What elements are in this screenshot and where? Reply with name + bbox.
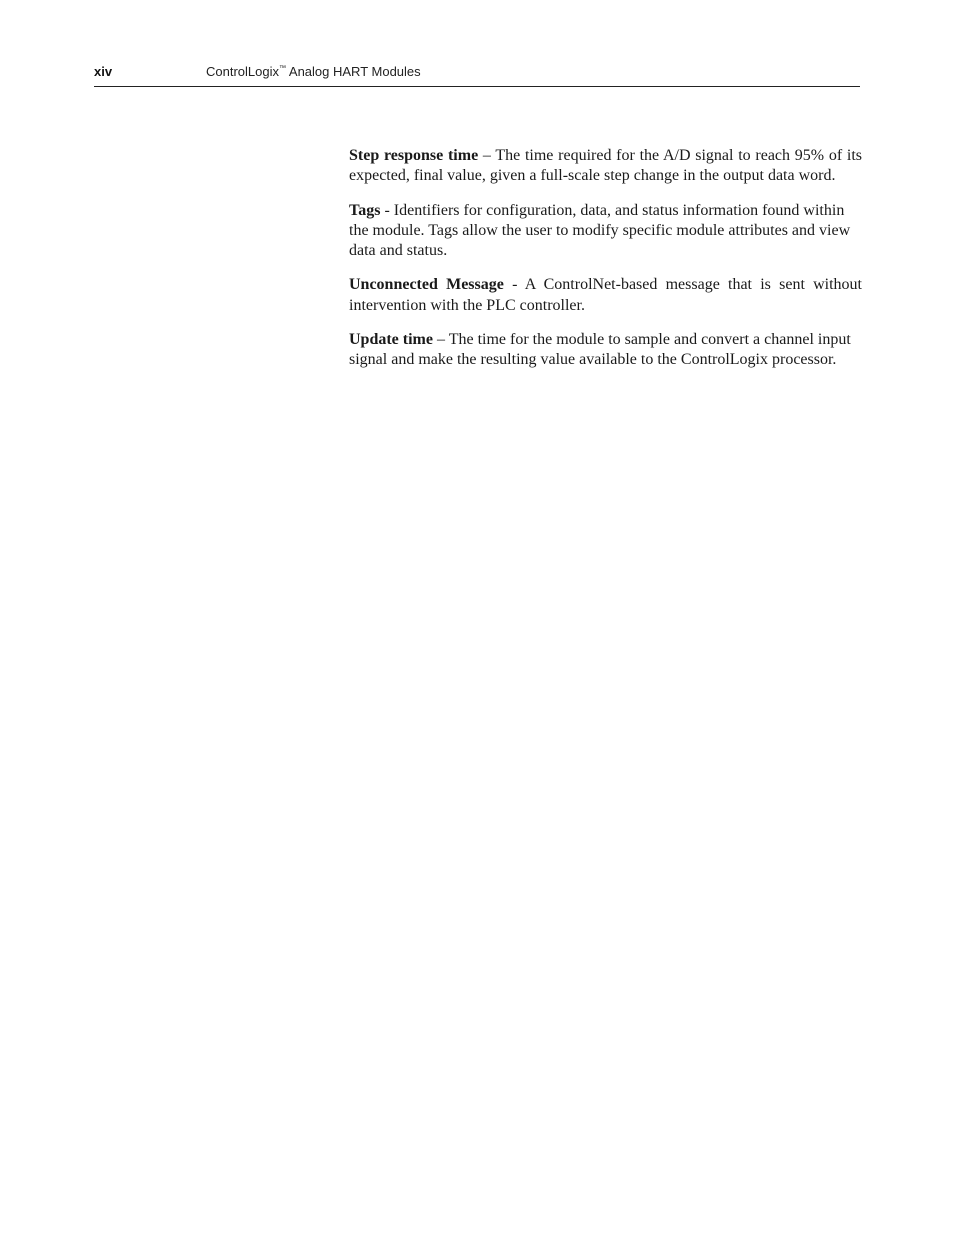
- glossary-definition: – The time for the module to sample and convert a channel input signal and make the resulting value available to the ControlLogix processor.: [349, 331, 851, 369]
- page-number: xiv: [94, 64, 113, 79]
- running-title-rest: Analog HART Modules: [286, 64, 421, 79]
- running-title-product: ControlLogix: [206, 64, 279, 79]
- page-header: [94, 62, 860, 87]
- glossary-term: Update time: [349, 331, 433, 349]
- trademark-symbol: ™: [279, 65, 286, 72]
- glossary-term: Step response time: [349, 147, 479, 164]
- glossary-list: [349, 146, 862, 385]
- running-title: [206, 64, 421, 79]
- glossary-definition: - Identifiers for configuration, data, and status information found within the module. Tags allow the user to modify specific module attributes and view data and status.: [349, 201, 851, 260]
- glossary-entry-tags: [349, 201, 862, 262]
- glossary-term: Tags: [349, 201, 381, 219]
- glossary-definition: – The time required for the A/D signal to reach 95% of its expected, final value, given a full-scale step change in the output data word.: [349, 147, 862, 185]
- glossary-entry-unconnected-message: [349, 275, 862, 316]
- glossary-entry-update-time: [349, 330, 862, 371]
- glossary-definition: - A ControlNet-based message that is sent without intervention with the PLC controller.: [349, 276, 862, 314]
- glossary-term: Unconnected Message: [349, 276, 504, 294]
- glossary-entry-step-response-time: [349, 146, 862, 187]
